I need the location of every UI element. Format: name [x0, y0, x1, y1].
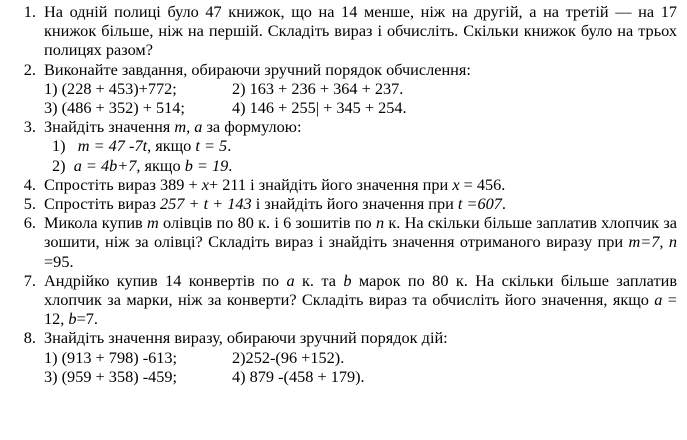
expression: 1) (913 + 798) -613;	[44, 347, 178, 367]
task-text: Микола купив m олівців по 80 к. і 6 зошитів по n к. На скільки більше заплатив хлопчик за зошити, ніж за олівці? Складіть вираз і знайдіть значення отриманого виразу при m=7, n =95.	[44, 213, 677, 271]
expression: 3) (959 + 358) -459;	[44, 366, 178, 386]
task-text: Андрійко купив 14 конвертів по a к. та b марок по 80 к. На скільки більше заплатив хлопчик за марки, ніж за конверти? Складіть вираз та обчисліть його значення, якщо a = 12, b=7.	[44, 270, 678, 329]
expression: 2) 163 + 236 + 364 + 237.	[232, 78, 404, 98]
expression: 2)252-(96 +152).	[232, 347, 345, 367]
expression: 4) 146 + 255| + 345 + 254.	[232, 98, 407, 118]
formula-1: 1) m = 47 -7t, якщо t = 5.	[52, 136, 232, 156]
expression-row	[44, 348, 677, 367]
task-text: Виконайте завдання, обираючи зручний порядок обчислення:	[44, 59, 471, 79]
task-7	[0, 271, 687, 329]
formula-2: 2) a = 4b+7, якщо b = 19.	[52, 155, 233, 175]
expression: 4) 879 -(458 + 179).	[232, 366, 365, 386]
expression: 1) (228 + 453)+772;	[44, 78, 177, 98]
task-number: 8.	[23, 328, 36, 348]
task-number: 5.	[23, 194, 36, 214]
expression-row	[44, 98, 677, 117]
task-number: 3.	[23, 117, 36, 137]
task-5	[0, 194, 687, 213]
task-number: 7.	[23, 270, 36, 290]
task-4	[0, 175, 687, 194]
expression-row	[44, 367, 677, 386]
expression-row	[44, 79, 677, 98]
task-number: 4.	[23, 174, 36, 194]
task-text: На одній полиці було 47 книжок, що на 14 менше, ніж на другій, а на третій — на 17 книжок більше, ніж на першій. Складіть вираз і обчисліть. Скільки книжок було на трьох полицях разом?	[44, 2, 677, 60]
task-text: Спростіть вираз 257 + t + 143 і знайдіть його значення при t =607.	[44, 194, 506, 214]
task-list	[0, 2, 687, 386]
task-number: 1.	[23, 2, 36, 21]
task-6	[0, 213, 687, 271]
task-2	[0, 60, 687, 118]
task-text: Знайдіть значення m, a за формулою:	[44, 117, 302, 137]
task-number: 2.	[23, 59, 36, 79]
task-text: Знайдіть значення виразу, обираючи зручний порядок дій:	[44, 328, 448, 348]
task-3	[0, 117, 687, 175]
task-1	[0, 2, 687, 60]
task-number: 6.	[23, 213, 36, 233]
task-8	[0, 328, 687, 386]
task-text: Спростіть вираз 389 + x+ 211 і знайдіть його значення при x = 456.	[44, 174, 506, 194]
expression: 3) (486 + 352) + 514;	[44, 98, 185, 118]
